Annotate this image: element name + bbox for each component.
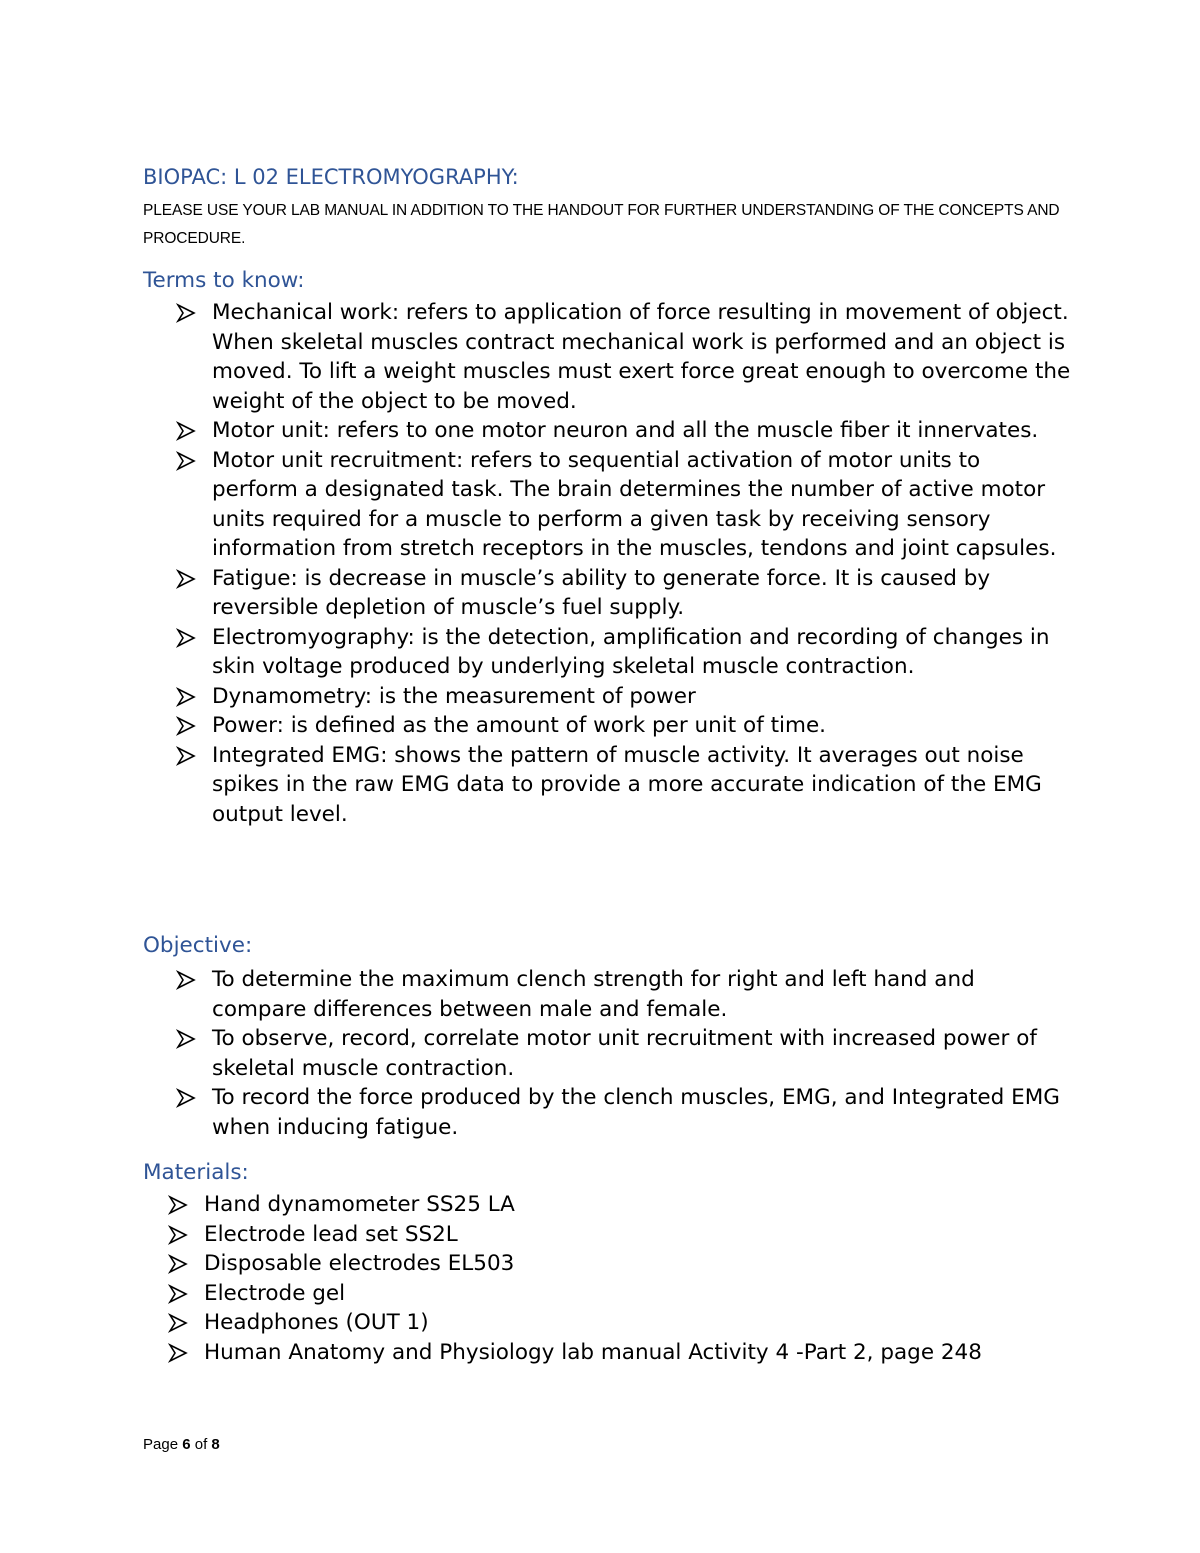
arrowhead-bullet-icon bbox=[176, 1029, 196, 1049]
list-item bbox=[0, 416, 1072, 446]
arrowhead-bullet-icon bbox=[176, 421, 196, 441]
list-item-text: Motor unit recruitment: refers to sequential activation of motor units to perform a designated task. The brain determines the number of active motor units required for a muscle to perform a given task by receiving sensory information from stretch receptors in the muscles, tendons and joint capsules. bbox=[212, 447, 1057, 561]
list-item bbox=[0, 741, 1072, 830]
list-item bbox=[0, 446, 1072, 564]
list-item-text: Integrated EMG: shows the pattern of muscle activity. It averages out noise spikes in the raw EMG data to provide a more accurate indication of the EMG output level. bbox=[212, 742, 1042, 827]
list-item-text: Headphones (OUT 1) bbox=[204, 1310, 429, 1335]
list-item-text: Power: is defined as the amount of work per unit of time. bbox=[212, 713, 827, 738]
terms-heading: Terms to know: bbox=[143, 268, 305, 293]
footer-of-word: of bbox=[194, 1436, 208, 1453]
list-item-text: Electrode lead set SS2L bbox=[204, 1221, 458, 1247]
materials-list bbox=[0, 1190, 1064, 1367]
arrowhead-bullet-icon bbox=[176, 451, 196, 471]
list-item-text: Electrode gel bbox=[204, 1280, 346, 1306]
footer-page-word: Page bbox=[143, 1436, 179, 1453]
list-item-text: Fatigue: is decrease in muscle’s ability to generate force. It is caused by reversible depletion of muscle’s fuel supply. bbox=[212, 565, 991, 620]
list-item-text: To observe, record, correlate motor unit recruitment with increased power of skeletal muscle contraction. bbox=[212, 1026, 1037, 1081]
list-item bbox=[0, 1308, 1064, 1338]
list-item-text: To record the force produced by the clench muscles, EMG, and Integrated EMG when inducing fatigue. bbox=[212, 1085, 1060, 1140]
list-item bbox=[0, 1024, 1072, 1083]
footer-total-pages: 8 bbox=[211, 1436, 220, 1453]
list-item-text: Dynamometry: is the measurement of power bbox=[212, 683, 696, 709]
arrowhead-bullet-icon bbox=[168, 1343, 188, 1363]
document-title: BIOPAC: L 02 ELECTROMYOGRAPHY: bbox=[143, 165, 519, 189]
arrowhead-bullet-icon bbox=[176, 970, 196, 990]
arrowhead-bullet-icon bbox=[168, 1254, 188, 1274]
footer-current-page: 6 bbox=[182, 1436, 191, 1453]
list-item-text: Disposable electrodes EL503 bbox=[204, 1251, 515, 1276]
list-item-text: Hand dynamometer SS25 LA bbox=[204, 1192, 515, 1217]
terms-list bbox=[0, 298, 1072, 829]
list-item bbox=[0, 1338, 1064, 1368]
list-item-text: Human Anatomy and Physiology lab manual Activity 4 -Part 2, page 248 bbox=[204, 1339, 982, 1365]
list-item bbox=[0, 1279, 1064, 1309]
list-item bbox=[0, 564, 1072, 623]
list-item bbox=[0, 623, 1072, 682]
list-item bbox=[0, 1190, 1064, 1220]
list-item bbox=[0, 1249, 1064, 1279]
objective-list bbox=[0, 965, 1072, 1142]
list-item bbox=[0, 965, 1072, 1024]
list-item-text: Electromyography: is the detection, amplification and recording of changes in skin voltage produced by underlying skeletal muscle contraction. bbox=[212, 624, 1050, 679]
materials-heading: Materials: bbox=[143, 1160, 249, 1185]
arrowhead-bullet-icon bbox=[168, 1284, 188, 1304]
list-item bbox=[0, 711, 1072, 741]
list-item bbox=[0, 1083, 1072, 1142]
arrowhead-bullet-icon bbox=[176, 716, 196, 736]
page-footer bbox=[143, 1436, 220, 1453]
list-item bbox=[0, 682, 1072, 712]
list-item-text: Motor unit: refers to one motor neuron and all the muscle fiber it innervates. bbox=[212, 418, 1039, 443]
arrowhead-bullet-icon bbox=[176, 569, 196, 589]
instruction-note: PLEASE USE YOUR LAB MANUAL IN ADDITION TO THE HANDOUT FOR FURTHER UNDERSTANDING OF THE CONCEPTS AND PROCEDURE. bbox=[143, 202, 1060, 247]
arrowhead-bullet-icon bbox=[168, 1225, 188, 1245]
list-item bbox=[0, 298, 1072, 416]
arrowhead-bullet-icon bbox=[176, 628, 196, 648]
arrowhead-bullet-icon bbox=[176, 303, 196, 323]
arrowhead-bullet-icon bbox=[176, 1088, 196, 1108]
arrowhead-bullet-icon bbox=[168, 1195, 188, 1215]
list-item-text: To determine the maximum clench strength for right and left hand and compare differences between male and female. bbox=[212, 967, 975, 1022]
arrowhead-bullet-icon bbox=[176, 746, 196, 766]
objective-heading: Objective: bbox=[143, 933, 253, 958]
list-item bbox=[0, 1220, 1064, 1250]
arrowhead-bullet-icon bbox=[176, 687, 196, 707]
arrowhead-bullet-icon bbox=[168, 1313, 188, 1333]
list-item-text: Mechanical work: refers to application of force resulting in movement of object. When skeletal muscles contract mechanical work is performed and an object is moved. To lift a weight muscles must exert force great enough to overcome the weight of the object to be moved. bbox=[212, 300, 1071, 414]
